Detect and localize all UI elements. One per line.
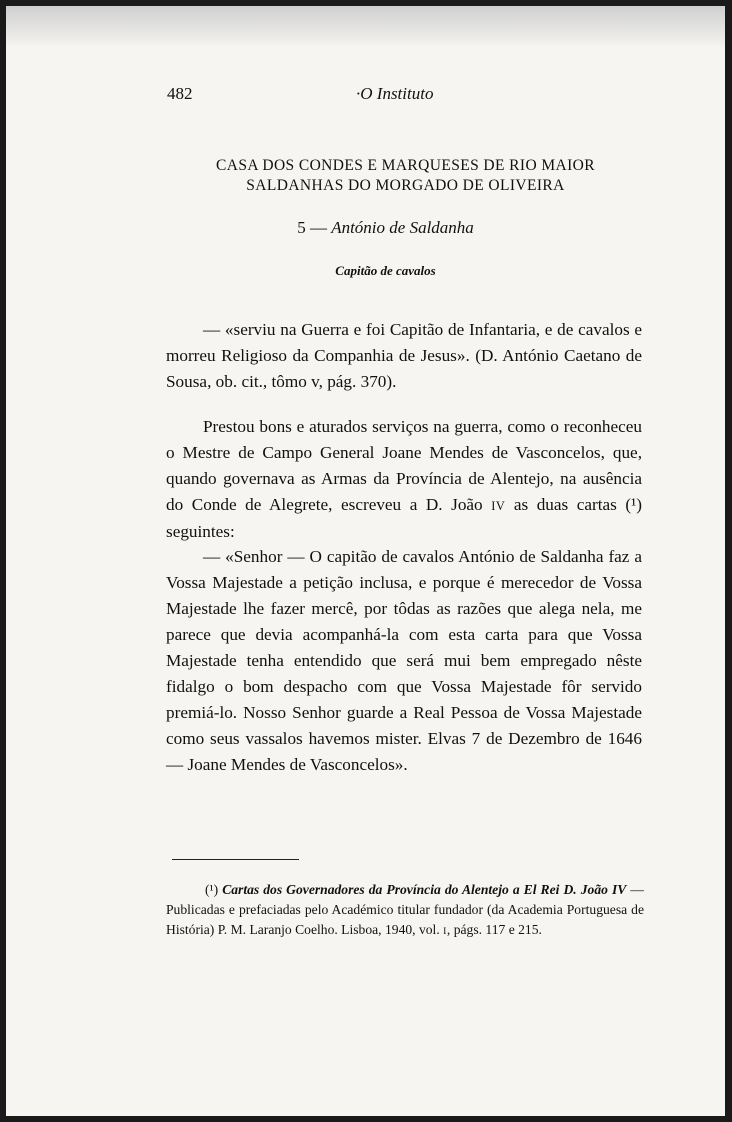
paragraph-1-text: — «serviu na Guerra e foi Capitão de Infantaria, e de cavalos e morreu Religioso da Companhia de Jesus». (D. António Caetano de Sousa, ob. cit., tômo v, pág. 370). (166, 320, 642, 391)
paragraph-1 (166, 317, 642, 395)
title-line-2: SALDANHAS DO MORGADO DE OLIVEIRA (246, 177, 565, 194)
page-number: 482 (167, 84, 193, 103)
footnote-title: Cartas dos Governadores da Província do Alentejo a El Rei D. João IV (222, 882, 627, 897)
footnote (166, 880, 644, 942)
footnote-text-end: , págs. 117 e 215. (446, 922, 542, 937)
section-number: 5 — (297, 218, 327, 237)
paragraph-2-part-a: Prestou bons e aturados serviços na guerra, como o reconheceu o Mestre de Campo General Joane Mendes de Vasconcelos, que, quando governava as Armas da Província de Alentejo, na ausência do Conde de Alegrete, escreveu a D. João (166, 417, 642, 514)
paragraph-2 (166, 414, 642, 545)
running-title: ·O Instituto (356, 84, 434, 103)
book-page (6, 6, 725, 1116)
section-heading (6, 218, 725, 238)
title-line-1: CASA DOS CONDES E MARQUESES DE RIO MAIOR (215, 157, 595, 174)
footnote-volume: I (443, 926, 447, 937)
paragraph-2-part-b: as duas cartas (¹) seguintes: (166, 495, 643, 541)
king-numeral: IV (491, 499, 506, 513)
footnote-divider (172, 859, 299, 860)
paragraph-3-text: — «Senhor — O capitão de cavalos António de Saldanha faz a Vossa Majestade a petição inclusa, e porque é merecedor de Vossa Majestade lhe fazer mercê, por tôdas as razões que alega nela, me parece que devia acompanhá-la com esta carta para que Vossa Majestade tenha entendido que será mui bem empregado nêste fidalgo o bom despacho com que Vossa Majestade fôr servido premiá-lo. Nosso Senhor guarde a Real Pessoa de Vossa Majestade como seus vassalos havemos mister. Elvas 7 de Dezembro de 1646 — Joane Mendes de Vasconcelos». (166, 547, 642, 774)
footnote-marker: (¹) (205, 882, 219, 897)
scan-shadow (6, 6, 725, 48)
section-subtitle: Capitão de cavalos (335, 263, 436, 278)
section-name: António de Saldanha (331, 218, 474, 237)
paragraph-3 (166, 544, 642, 778)
chapter-title (6, 156, 725, 196)
footnote-text: — Publicadas e prefaciadas pelo Académico titular fundador (da Academia Portuguesa de História) P. M. Laranjo Coelho. Lisboa, 1940, vol. (166, 882, 644, 937)
paragraph-2-text (166, 414, 642, 545)
running-header (6, 84, 725, 108)
